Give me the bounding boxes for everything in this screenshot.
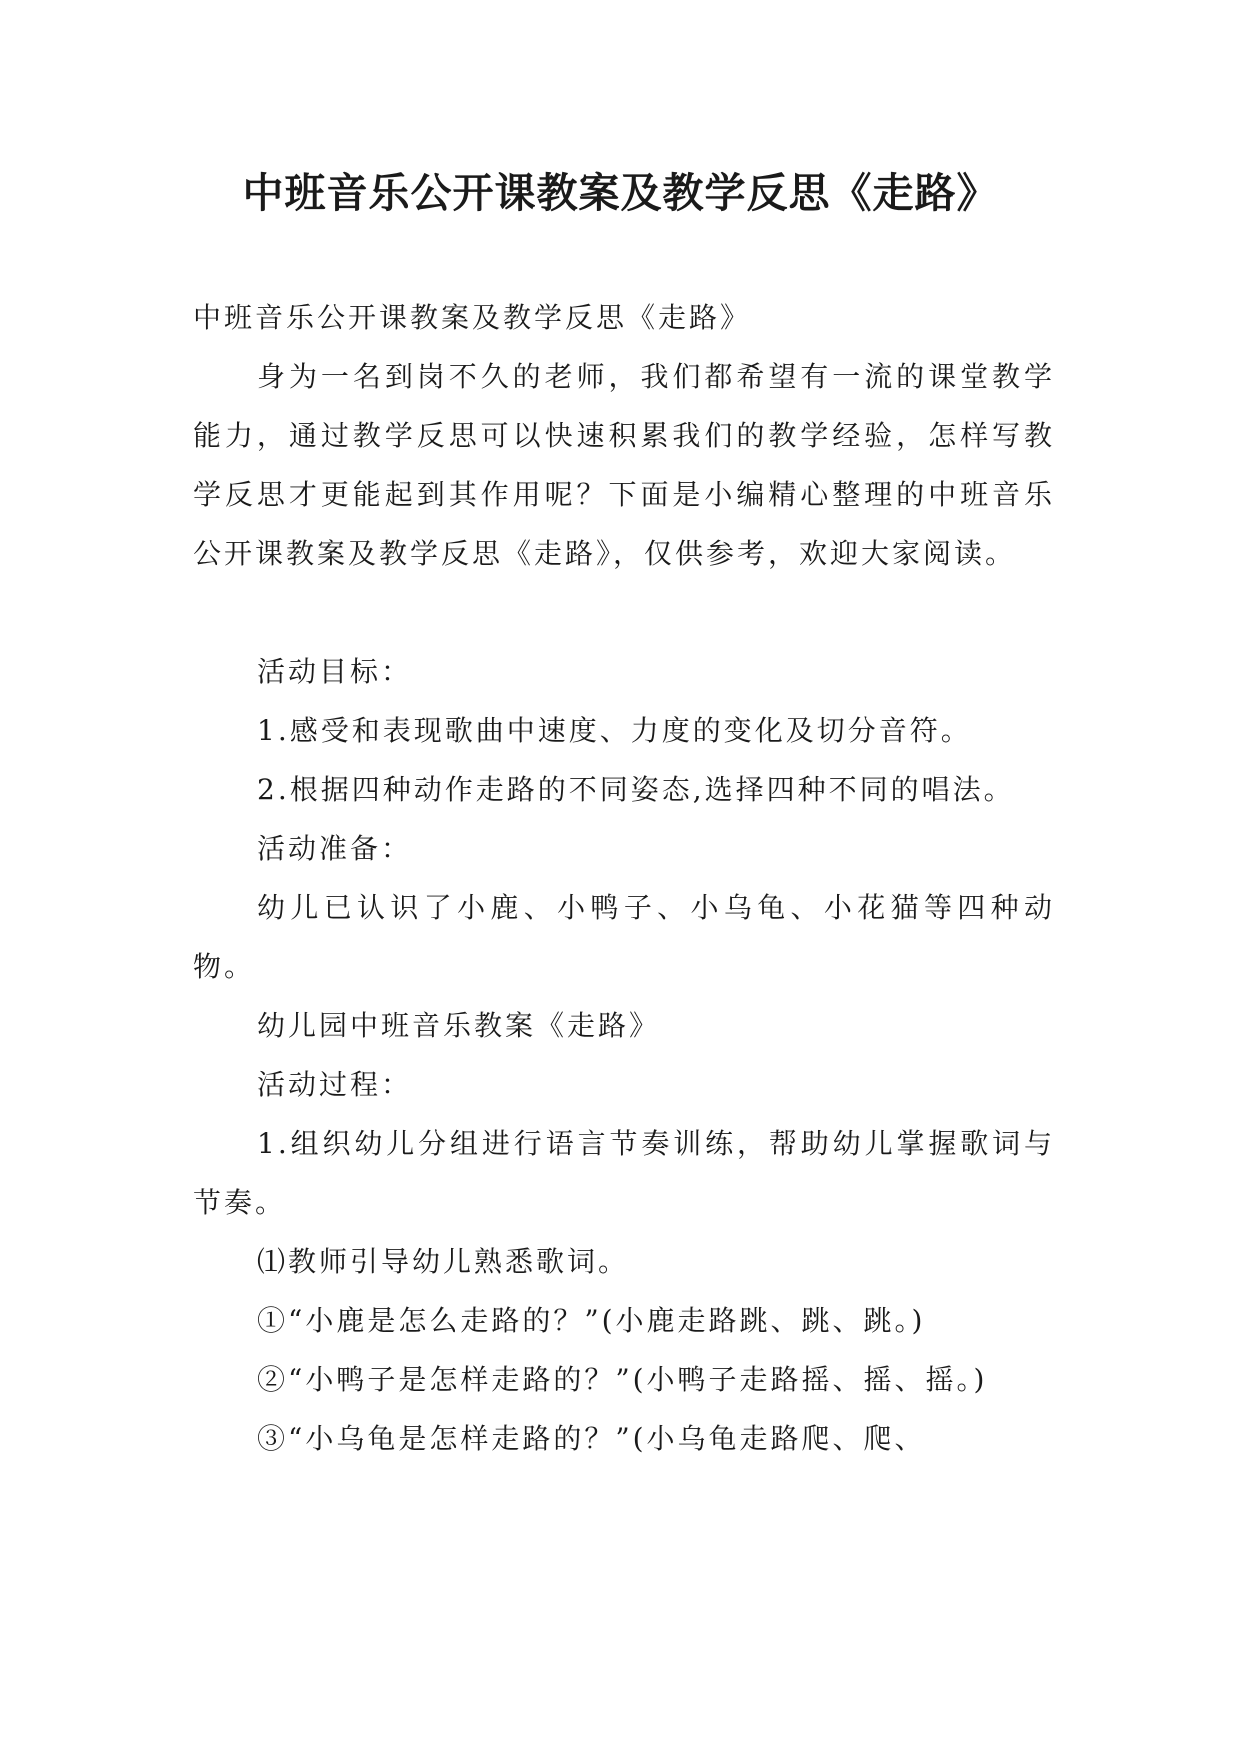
question-item-2: ②“小鸭子是怎样走路的？”(小鸭子走路摇、摇、摇。) (257, 1363, 988, 1396)
intro-paragraph: 身为一名到岗不久的老师，我们都希望有一流的课堂教学能力，通过教学反思可以快速积累我们的教学经验，怎样写教学反思才更能起到其作用呢？下面是小编精心整理的中班音乐公开课教案及教学反思《走路》，仅供参考，欢迎大家阅读。 (193, 360, 1055, 570)
question-item-1: ①“小鹿是怎么走路的？”(小鹿走路跳、跳、跳。) (257, 1304, 926, 1337)
preparation-text: 幼儿已认识了小鹿、小鸭子、小乌龟、小花猫等四种动物。 (193, 891, 1055, 983)
document-body (193, 288, 1055, 1468)
section-heading-preparation: 活动准备： (257, 832, 413, 865)
question-item-3: ③“小乌龟是怎样走路的？”(小乌龟走路爬、爬、 (257, 1422, 926, 1455)
document-title: 中班音乐公开课教案及教学反思《走路》 (242, 169, 999, 217)
process-step-1: 1.组织幼儿分组进行语言节奏训练，帮助幼儿掌握歌词与节奏。 (193, 1127, 1055, 1219)
document-subtitle: 中班音乐公开课教案及教学反思《走路》 (193, 301, 752, 334)
section-heading-process: 活动过程： (257, 1068, 413, 1101)
section-heading-goals: 活动目标： (257, 655, 413, 688)
goal-item-2: 2.根据四种动作走路的不同姿态,选择四种不同的唱法。 (257, 773, 1015, 806)
paragraph-gap (193, 583, 1055, 642)
lesson-name: 幼儿园中班音乐教案《走路》 (257, 1009, 661, 1042)
process-substep-1: ⑴教师引导幼儿熟悉歌词。 (257, 1245, 630, 1278)
goal-item-1: 1.感受和表现歌曲中速度、力度的变化及切分音符。 (257, 714, 972, 747)
